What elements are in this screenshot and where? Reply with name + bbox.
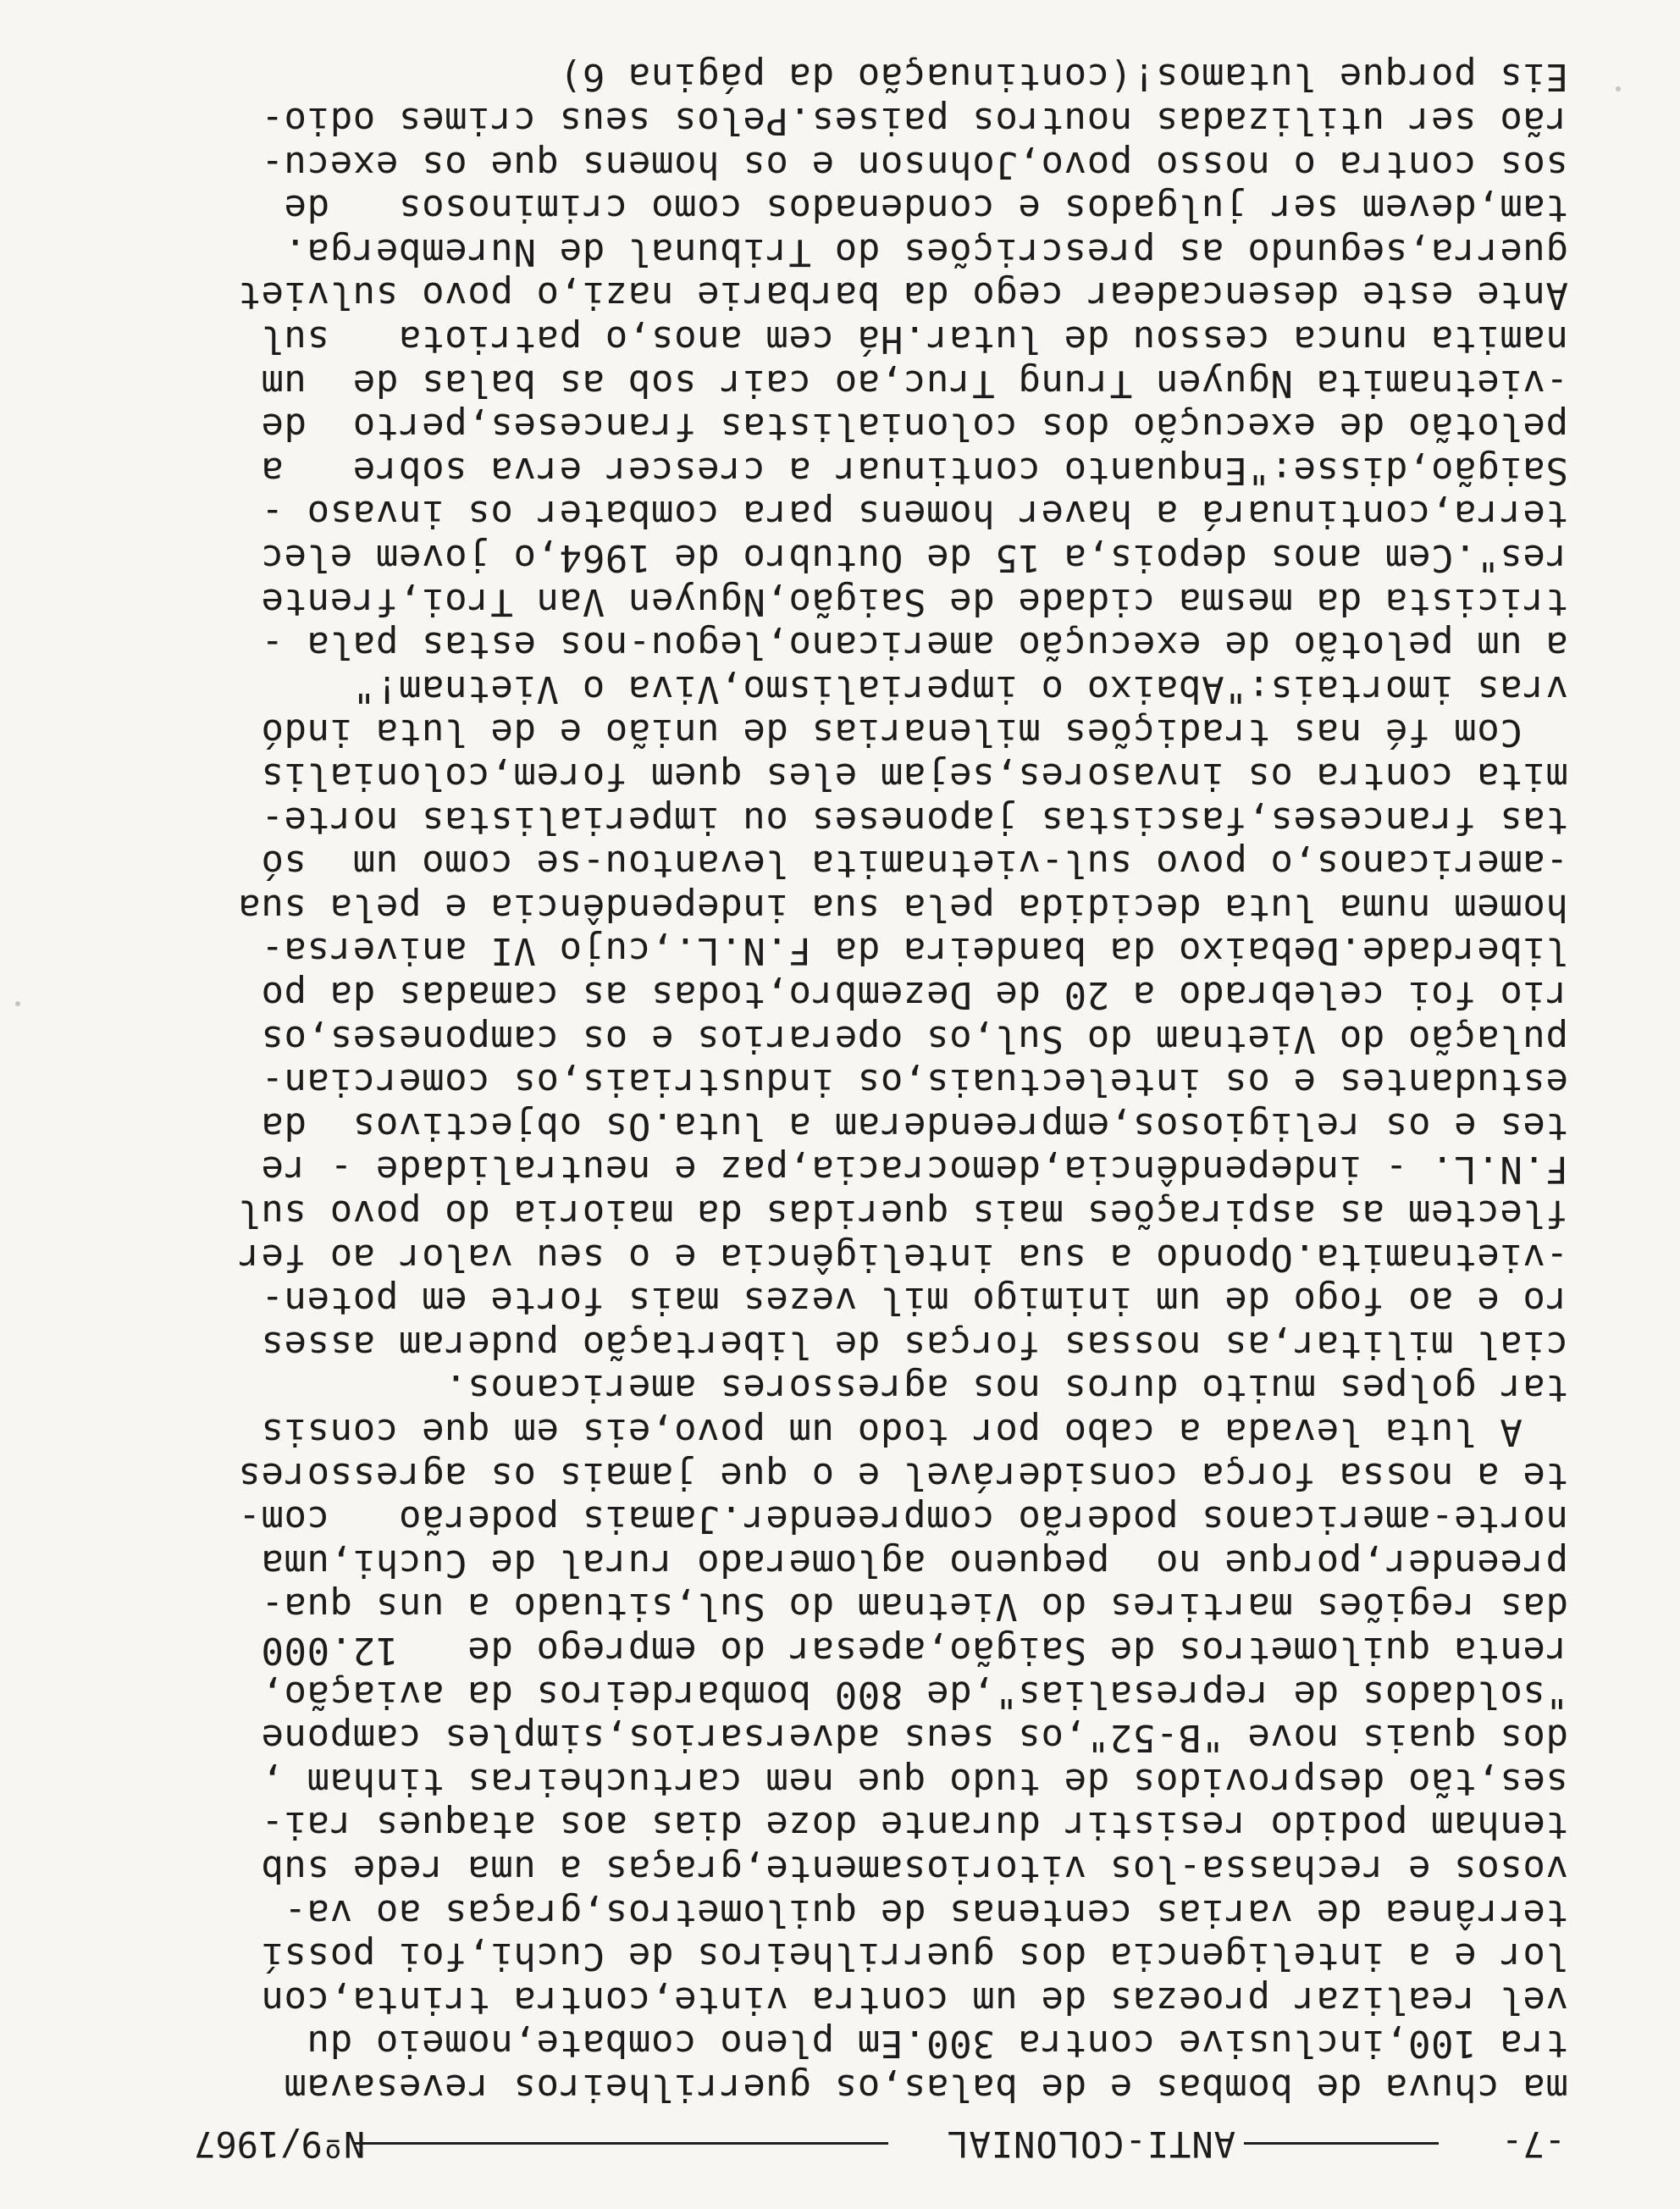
text-line: cial militar,as nossas forças de libertação puderam asses (260, 1322, 1568, 1366)
text-line: tenham podido resistir durante doze dias aos ataques rai- (260, 1803, 1568, 1847)
text-line: tricista da mesma cidade de Saigão,Nguyen Van Troi,frente (260, 579, 1568, 623)
page-header (194, 2114, 1566, 2173)
text-line: ma chuva de bombas e de balas,os guerrilheiros revesavam (283, 2066, 1568, 2109)
text-line: ses,tão desprovidos de tudo que nem cartucheiras tinham , (260, 1759, 1568, 1803)
text-line: lor e a inteligencia dos guerrilheiros de Cuchi,foi possí (260, 1935, 1568, 1979)
header-rule-right (355, 2142, 888, 2145)
text-line: Eis porque lutamos!(continuação da página 6) (559, 55, 1568, 99)
page-number: -7- (1501, 2123, 1566, 2165)
text-line: rio foi celebrado a 20 de Dezembro,todas as camadas da po (260, 973, 1568, 1016)
scan-speck (15, 1001, 20, 1006)
text-line: Saigão,disse:"Enquanto continuar a crescer erva sobre a (260, 448, 1568, 492)
text-line: namita nunca cessou de lutar.Há cem anos,o patriota sul (260, 318, 1568, 361)
text-line: te a nossa força considerável e o que jamais os agressores (237, 1453, 1568, 1498)
text-line: a um pelotão de execução americano,legou-nos estas pala - (260, 623, 1568, 667)
text-line: pulação do Vietnam do Sul,os operarios e os camponeses,os (260, 1016, 1568, 1060)
text-line: tam,devem ser julgados e condenados como criminosos de (283, 186, 1568, 230)
text-line: F.N.L. - independência,democracia,paz e neutralidade - re (260, 1148, 1568, 1192)
text-line: ro e ao fogo de um inimigo mil vezes mais forte em poten- (260, 1279, 1568, 1323)
text-line: homem numa luta decidida pela sua independência e pela sua (237, 885, 1568, 929)
text-line: vras imortais:"Abaixo o imperialismo,Viva o Vietnam!" (352, 667, 1568, 711)
text-line: dos quais nove "B-52",os seus adversarios,simples campone (260, 1716, 1568, 1760)
text-line: liberdade.Debaixo da bandeira da F.N.L.,cujo VI aniversa- (260, 929, 1568, 973)
text-line: tar golpes muito duros nos agressores americanos. (444, 1366, 1568, 1410)
text-line: terrânea de varias centenas de quilometros,graças ao va- (283, 1891, 1568, 1935)
text-line: -vietnamita.Opondo a sua inteligência e o seu valor ao fer (237, 1235, 1568, 1279)
text-line: norte-americanos poderão compreender.Jamais poderão com- (237, 1498, 1568, 1542)
text-line: vel realizar proezas de um contra vinte,contra trinta,con (260, 1978, 1568, 2022)
text-line: -americanos,o povo sul-vietnamita levantou-se como um só (260, 842, 1568, 886)
text-line: pelotão de execução dos colonialistas franceses,perto de (260, 405, 1568, 449)
text-line: -vietnamita Nguyen Trung Truc,ao cair sob as balas de um (260, 361, 1568, 405)
text-line: rão ser utilizadas noutros paises.Pelos seus crimes odio- (260, 99, 1568, 142)
text-line: preender,porque no pequeno aglomerado rural de Cuchi,uma (260, 1541, 1568, 1585)
text-line: Ante este desencadear cego da barbarie nazi,o povo sulviet (237, 274, 1568, 318)
scan-speck (1616, 86, 1621, 91)
text-line: tas franceses,fascistas japoneses ou imperialistas norte- (260, 798, 1568, 842)
text-line: estudantes e os intelectuais,os industriais,os comercian- (260, 1060, 1568, 1104)
header-rule-left (1244, 2142, 1439, 2145)
text-line: renta quilometros de Saigão,apesar do emprego de 12.000 (260, 1629, 1568, 1672)
text-line: vosos e rechassa-los vitoriosamente,graças a uma rede sub (260, 1847, 1568, 1891)
issue-date: Nº9/1967 (194, 2123, 366, 2165)
text-line: guerra,segundo as prescrições do Tribunal de Nuremberga. (283, 230, 1568, 274)
text-line: tra 100,inclusive contra 300.Em pleno combate,nomeio du (307, 2022, 1568, 2066)
text-line: terra,continuará a haver homens para combater os invaso - (260, 492, 1568, 536)
text-line: res".Cem anos depois,a 15 de Outubro de 1964,o jovem elec (260, 536, 1568, 579)
text-line: A luta levada a cabo por todo um povo,eis em que consis (260, 1410, 1568, 1453)
text-line: flectem as aspirações mais queridas da maioria do povo sul (237, 1192, 1568, 1235)
publication-title: ANTI-COLONIAL (946, 2123, 1235, 2165)
text-line: das regiões martires do Vietnam do Sul,situado a uns qua- (260, 1585, 1568, 1629)
text-line: "soldados de represalias",de 800 bombardeiros da aviação, (260, 1672, 1568, 1716)
text-line: mita contra os invasores,sejam eles quem forem,colonialis (260, 755, 1568, 798)
text-line: tes e os religiosos,empreenderam a luta.Os objectivos da (260, 1104, 1568, 1148)
text-line: sos contra o nosso povo,Johnson e os homens que os execu- (260, 142, 1568, 186)
text-line: Com fé nas tradições milenarias de união e de luta indó (260, 711, 1568, 755)
